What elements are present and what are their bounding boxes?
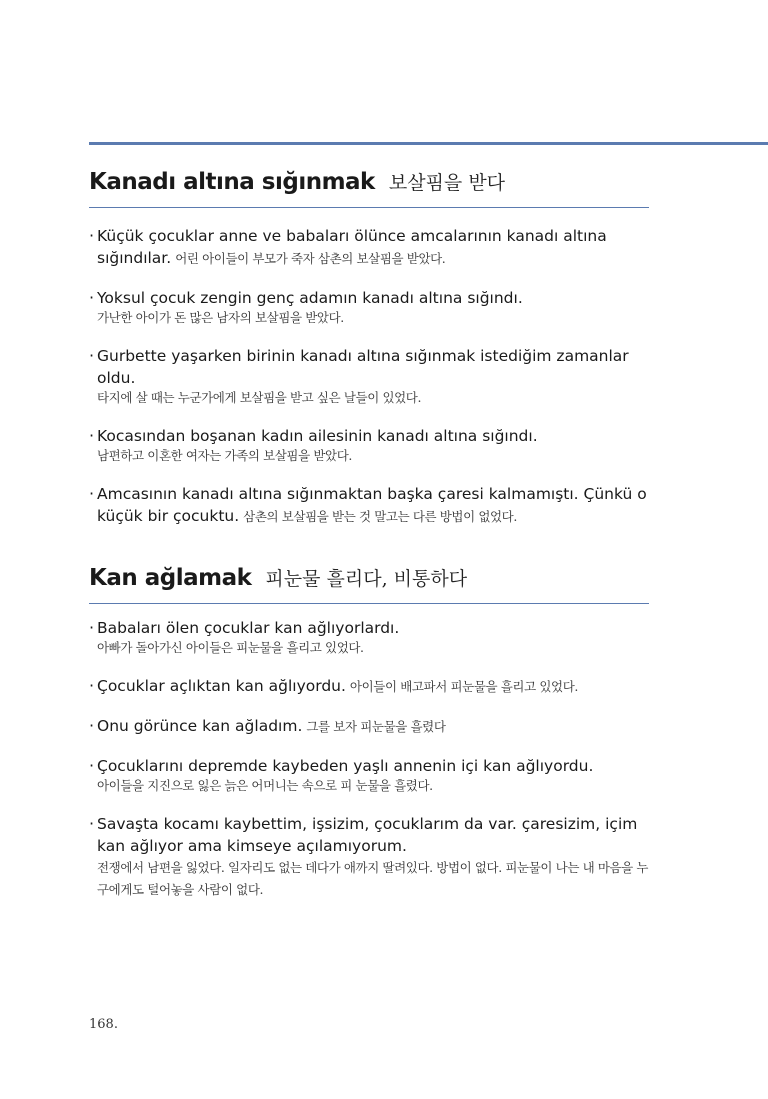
section-heading [89, 168, 649, 208]
example-korean: 가난한 아이가 돈 많은 남자의 보살핌을 받았다. [97, 310, 344, 325]
example-turkish: Babaları ölen çocuklar kan ağlıyorlardı. [97, 619, 400, 637]
example-turkish: Çocuklarını depremde kaybeden yaşlı annenin içi kan ağlıyordu. [97, 757, 594, 775]
example-korean: 아빠가 돌아가신 아이들은 피눈물을 흘리고 있었다. [97, 640, 364, 655]
example-turkish: Amcasının kanadı altına sığınmaktan başka çaresi kalmamıştı. Çünkü o küçük bir çocuktu. [97, 485, 647, 525]
example-item [89, 225, 649, 269]
example-list [89, 617, 649, 901]
example-turkish: Çocuklar açlıktan kan ağlıyordu. [97, 677, 346, 695]
example-korean: 타지에 살 때는 누군가에게 보살핌을 받고 싶은 날들이 있었다. [97, 390, 422, 405]
example-korean: 아이들이 배고파서 피눈물을 흘리고 있었다. [349, 679, 578, 694]
idiom-section-kan-aglamak [89, 564, 649, 901]
example-item [89, 425, 649, 465]
top-rule [89, 142, 768, 145]
example-korean: 삼촌의 보살핌을 받는 것 말고는 다른 방법이 없었다. [243, 509, 517, 524]
example-korean: 남편하고 이혼한 여자는 가족의 보살핌을 받았다. [97, 448, 352, 463]
example-item [89, 287, 649, 327]
idiom-section-kanadi-altina-siginmak [89, 168, 649, 527]
example-korean: 어린 아이들이 부모가 죽자 삼촌의 보살핌을 받았다. [175, 251, 446, 266]
example-turkish: Savaşta kocamı kaybettim, işsizim, çocuklarım da var. çaresizim, içim kan ağlıyor ama kimseye açılamıyorum. [97, 815, 638, 855]
example-item [89, 345, 649, 407]
idiom-term: Kan ağlamak [89, 565, 252, 591]
example-korean: 전쟁에서 남편을 잃었다. 일자리도 없는 데다가 애까지 딸려있다. 방법이 없다. 피눈물이 나는 내 마음을 누구에게도 털어놓을 사람이 없다. [97, 860, 649, 897]
section-heading [89, 564, 649, 604]
example-item [89, 675, 649, 697]
idiom-translation: 보살핌을 받다 [388, 172, 506, 194]
example-turkish: Onu görünce kan ağladım. [97, 717, 303, 735]
example-korean: 아이들을 지진으로 잃은 늙은 어머니는 속으로 피 눈물을 흘렸다. [97, 778, 433, 793]
example-item [89, 715, 649, 737]
example-turkish: Gurbette yaşarken birinin kanadı altına sığınmak istediğim zamanlar oldu. [97, 347, 629, 387]
idiom-translation: 피눈물 흘리다, 비통하다 [265, 568, 468, 590]
idiom-term: Kanadı altına sığınmak [89, 169, 375, 195]
example-item [89, 755, 649, 795]
example-turkish: Küçük çocuklar anne ve babaları ölünce amcalarının kanadı altına sığındılar. [97, 227, 607, 267]
page-number: 168. [89, 1017, 118, 1032]
example-item [89, 617, 649, 657]
example-korean: 그를 보자 피눈물을 흘렸다 [306, 719, 446, 734]
example-list [89, 225, 649, 527]
example-item [89, 813, 649, 901]
example-turkish: Kocasından boşanan kadın ailesinin kanadı altına sığındı. [97, 427, 538, 445]
example-turkish: Yoksul çocuk zengin genç adamın kanadı altına sığındı. [97, 289, 523, 307]
example-item [89, 483, 649, 527]
